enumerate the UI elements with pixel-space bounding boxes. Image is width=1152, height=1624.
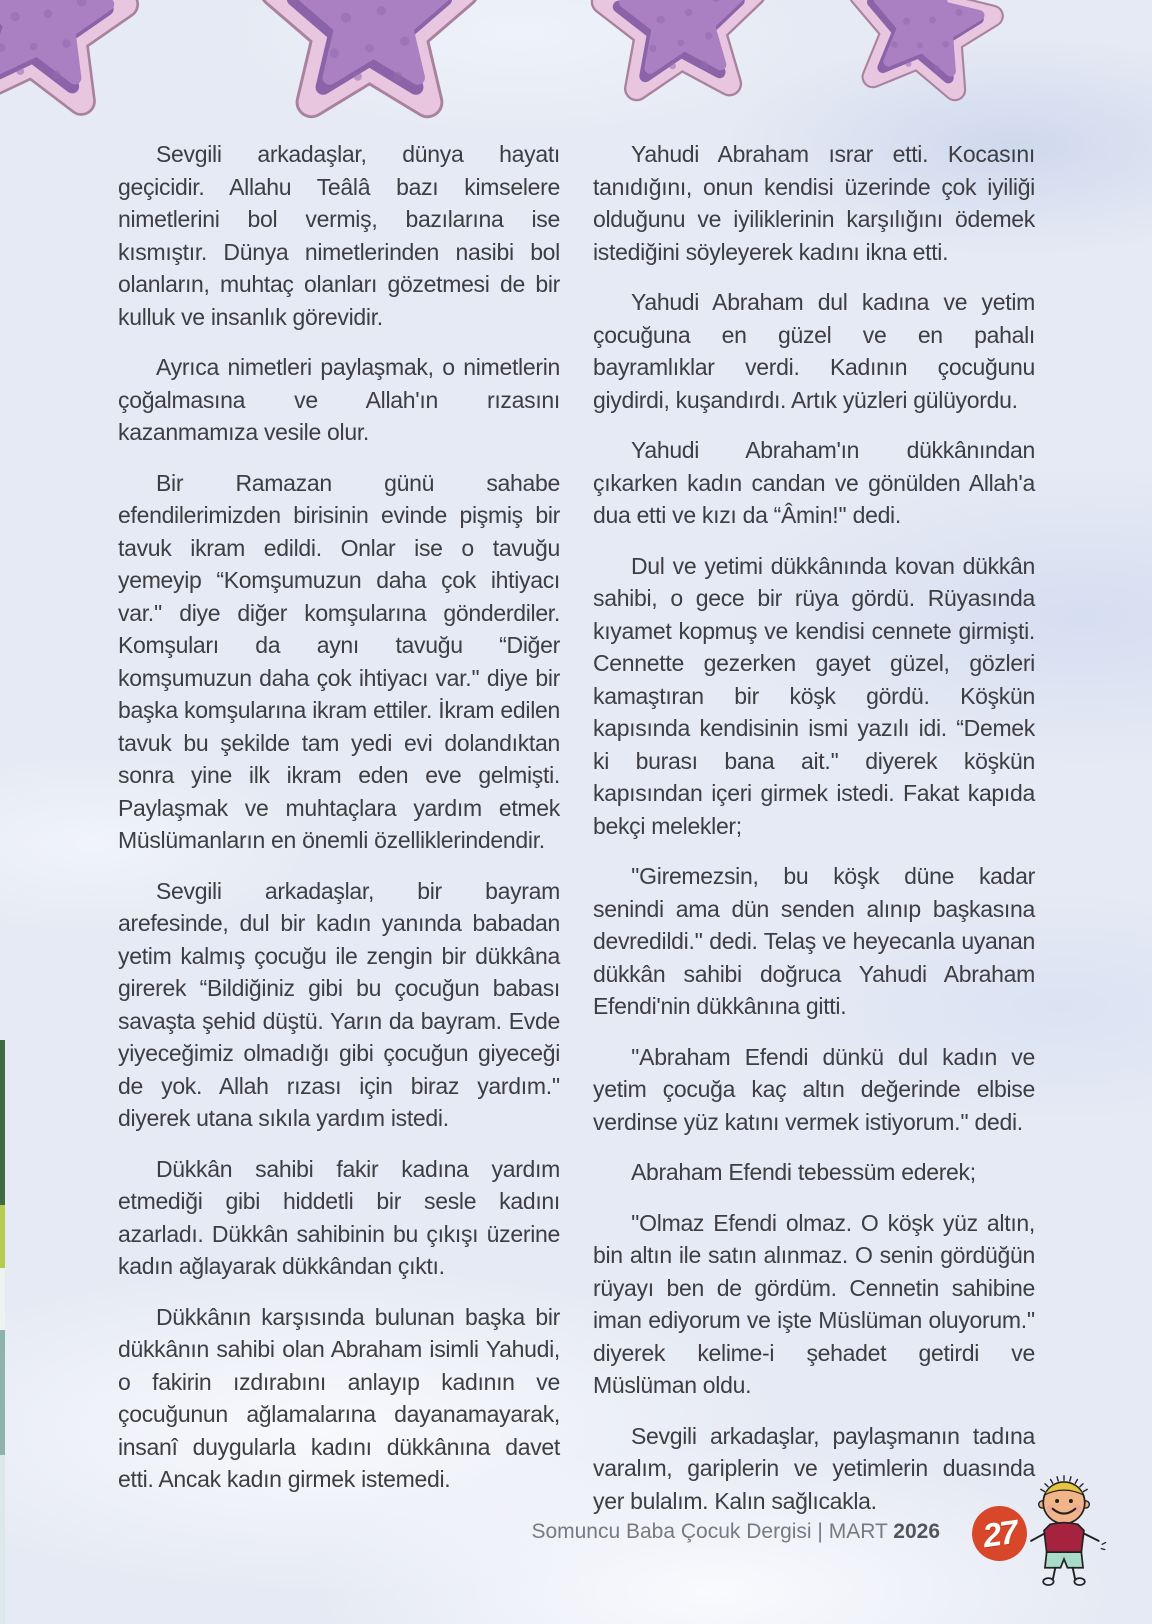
paragraph: Sevgili arkadaşlar, paylaşmanın tadına varalım, gariplerin ve yetimlerin duasında yer bulalım. Kalın sağlıcakla. — [593, 1422, 1035, 1514]
paragraph: Dul ve yetimi dükkânında kovan dükkân sahibi, o gece bir rüya gördü. Rüyasında kıyamet kopmuş ve kendisi cennete girmişti. Cennette gezerken gayet güzel, gözleri kamaştıran bir köşk gördü. Köşkün kapısında kendisinin ismi yazılı idi. “Demek ki burası bana ait.'' diyerek köşkün kapısından içeri girmek istedi. Fakat kapıda bekçi melekler; — [593, 552, 1035, 839]
star-decoration-4 — [838, 0, 1006, 116]
page-edge-strip-pale — [0, 1268, 5, 1330]
paragraph: Sevgili arkadaşlar, dünya hayatı geçicidir. Allahu Teâlâ bazı kimselere nimetlerini bol vermiş, bazılarına ise kısmıştır. Dünya nimetlerinden nasibi bol olanların, muhtaç olanları gözetmesi de bir kulluk ve insanlık görevidir. — [118, 141, 560, 330]
paragraph: Abraham Efendi tebessüm ederek; — [631, 1159, 976, 1185]
page-edge-strip-light — [0, 1455, 5, 1624]
paragraph: Yahudi Abraham dul kadına ve yetim çocuğuna en güzel ve en pahalı bayramlıklar verdi. Kadının çocuğunu giydirdi, kuşandırdı. Artık yüzleri gülüyordu. — [593, 289, 1035, 413]
paragraph: Bir Ramazan günü sahabe efendilerimizden birisinin evinde pişmiş bir tavuk ikram edildi. Onlar ise o tavuğu yemeyip “Komşumuzun daha çok ihtiyacı var.'' diye diğer komşularına gönderdiler. Komşuları da aynı tavuğu “Diğer komşumuzun daha çok ihtiyacı var.'' diye bir başka komşularına ikram ettiler. İkram edilen tavuk bu şekilde tam yedi evi dolandıktan sonra yine ilk ikram eden eve gelmişti. Paylaşmak ve muhtaçlara yardım etmek Müslümanların en önemli özelliklerindendir. — [118, 469, 560, 853]
paragraph: Dükkânın karşısında bulunan başka bir dükkânın sahibi olan Abraham isimli Yahudi, o fakirin ızdırabını anlayıp kadının ve çocuğunun ağlamalarına dayanamayarak, insanî duygularla kadını dükkânına davet etti. Ancak kadın girmek istemedi. — [118, 1303, 560, 1492]
imprint-year: 2026 — [893, 1520, 940, 1543]
footer-imprint — [531, 1520, 940, 1544]
page-edge-strip-green — [0, 1040, 5, 1205]
paragraph: Yahudi Abraham'ın dükkânından çıkarken kadın candan ve gönülden Allah'a dua etti ve kızı da “Âmin!'' dedi. — [593, 437, 1035, 528]
paragraph: Yahudi Abraham ısrar etti. Kocasını tanıdığını, onun kendisi üzerinde çok iyiliği olduğunu ve iyiliklerinin karşılığını ödemek istediğini söyleyerek kadını ikna etti. — [593, 141, 1035, 265]
star-decoration-3 — [586, 0, 774, 122]
right-column — [593, 138, 1035, 1535]
paragraph: Dükkân sahibi fakir kadına yardım etmediği gibi hiddetli bir sesle kadını azarladı. Dükkân sahibinin bu çıkışı üzerine kadın ağlayarak dükkândan çıktı. — [118, 1155, 560, 1279]
paragraph: ''Abraham Efendi dünkü dul kadın ve yetim çocuğa kaç altın değerinde elbise verdinse yüz katını vermek istiyorum.'' dedi. — [593, 1043, 1035, 1135]
star-decoration-1 — [0, 0, 143, 137]
paragraph: ''Giremezsin, bu köşk düne kadar senindi ama dün senden alınıp başkasına devredildi.'' dedi. Telaş ve heyecanla uyanan dükkân sahibi doğruca Yahudi Abraham Efendi'nin dükkânına gitti. — [593, 863, 1035, 1019]
imprint-text: Somuncu Baba Çocuk Dergisi | MART — [531, 1520, 894, 1543]
page-edge-strip-teal — [0, 1330, 5, 1455]
article-body — [118, 138, 1035, 1535]
page-edge-strip-lime — [0, 1205, 5, 1268]
star-decoration-2 — [252, 0, 487, 147]
paragraph: Sevgili arkadaşlar, bir bayram arefesinde, dul bir kadın yanında babadan yetim kalmış çocuğu ile zengin bir dükkâna girerek “Bildiğiniz gibi bu çocuğun babası savaşta şehid düştü. Yarın da bayram. Evde yiyeceğimiz olmadığı gibi çocuğun giyeceği de yok. Allah rızası için biraz yardım.'' diyerek utana sıkıla yardım istedi. — [118, 877, 560, 1131]
page-number: 27 — [980, 1512, 1019, 1554]
left-column — [118, 138, 560, 1535]
paragraph: ''Olmaz Efendi olmaz. O köşk yüz altın, bin altın ile satın alınmaz. O senin gördüğün rüyayı ben de gördüm. Cennetin sahibine iman ediyorum ve işte Müslüman oluyorum.'' diyerek kelime-i şehadet getirdi ve Müslüman oldu. — [593, 1209, 1035, 1398]
mascot-boy-icon — [1012, 1466, 1116, 1588]
paragraph: Ayrıca nimetleri paylaşmak, o nimetlerin çoğalmasına ve Allah'ın rızasını kazanmamıza vesile olur. — [118, 354, 560, 445]
